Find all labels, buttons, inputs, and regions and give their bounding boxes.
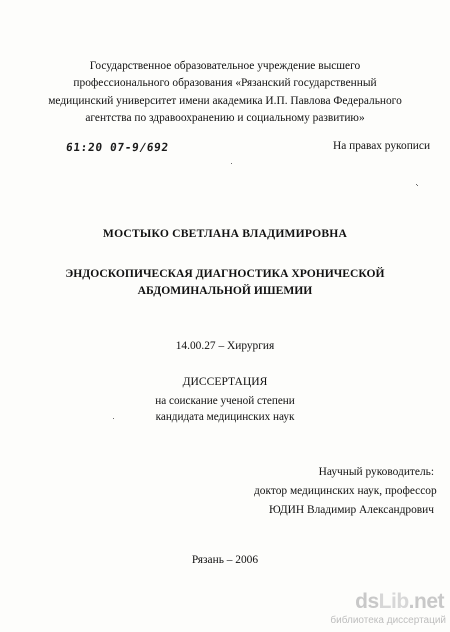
scan-speck <box>417 185 418 186</box>
institution-line: профессионального образования «Рязанский государственный <box>73 77 377 90</box>
title-line: ЭНДОСКОПИЧЕСКАЯ ДИАГНОСТИКА ХРОНИЧЕСКОЙ <box>65 267 385 280</box>
logo-ds: ds <box>355 590 379 613</box>
institution-header <box>0 58 450 127</box>
scan-speck <box>231 163 232 164</box>
work-type-heading: ДИССЕРТАЦИЯ <box>182 375 268 388</box>
dslib-subtitle: библиотека диссертаций <box>330 615 446 626</box>
institution-line: Государственное образовательное учреждение высшего <box>89 60 361 72</box>
dissertation-title <box>0 265 450 299</box>
supervisor-label: Научный руководитель: <box>318 466 434 478</box>
degree-line: кандидата медицинских наук <box>155 410 295 423</box>
institution-line: медицинский университет имени академика И.П. Павлова Федерального <box>48 94 402 107</box>
manuscript-rights-label: На правах рукописи <box>333 140 431 152</box>
logo-lib: Lib <box>378 590 409 613</box>
title-line: АБДОМИНАЛЬНОЙ ИШЕМИИ <box>137 284 313 297</box>
registration-stamp-number: 61:20 07-9/692 <box>65 141 170 154</box>
author-name: МОСТЫКО СВЕТЛАНА ВЛАДИМИРОВНА <box>102 227 348 240</box>
degree-line: на соискание ученой степени <box>155 395 295 407</box>
city-year: Рязань – 2006 <box>191 554 259 566</box>
specialty-code: 14.00.27 – Хирургия <box>175 340 275 352</box>
supervisor-block <box>254 463 437 520</box>
logo-net: .net <box>408 590 444 613</box>
degree-statement <box>0 394 450 425</box>
supervisor-name: ЮДИН Владимир Александрович <box>269 504 434 516</box>
institution-line: агентства по здравоохранению и социальному развитию» <box>85 111 365 124</box>
dslib-logo <box>355 590 444 614</box>
dslib-watermark[interactable] <box>330 590 450 632</box>
supervisor-title: доктор медицинских наук, профессор <box>254 485 437 497</box>
